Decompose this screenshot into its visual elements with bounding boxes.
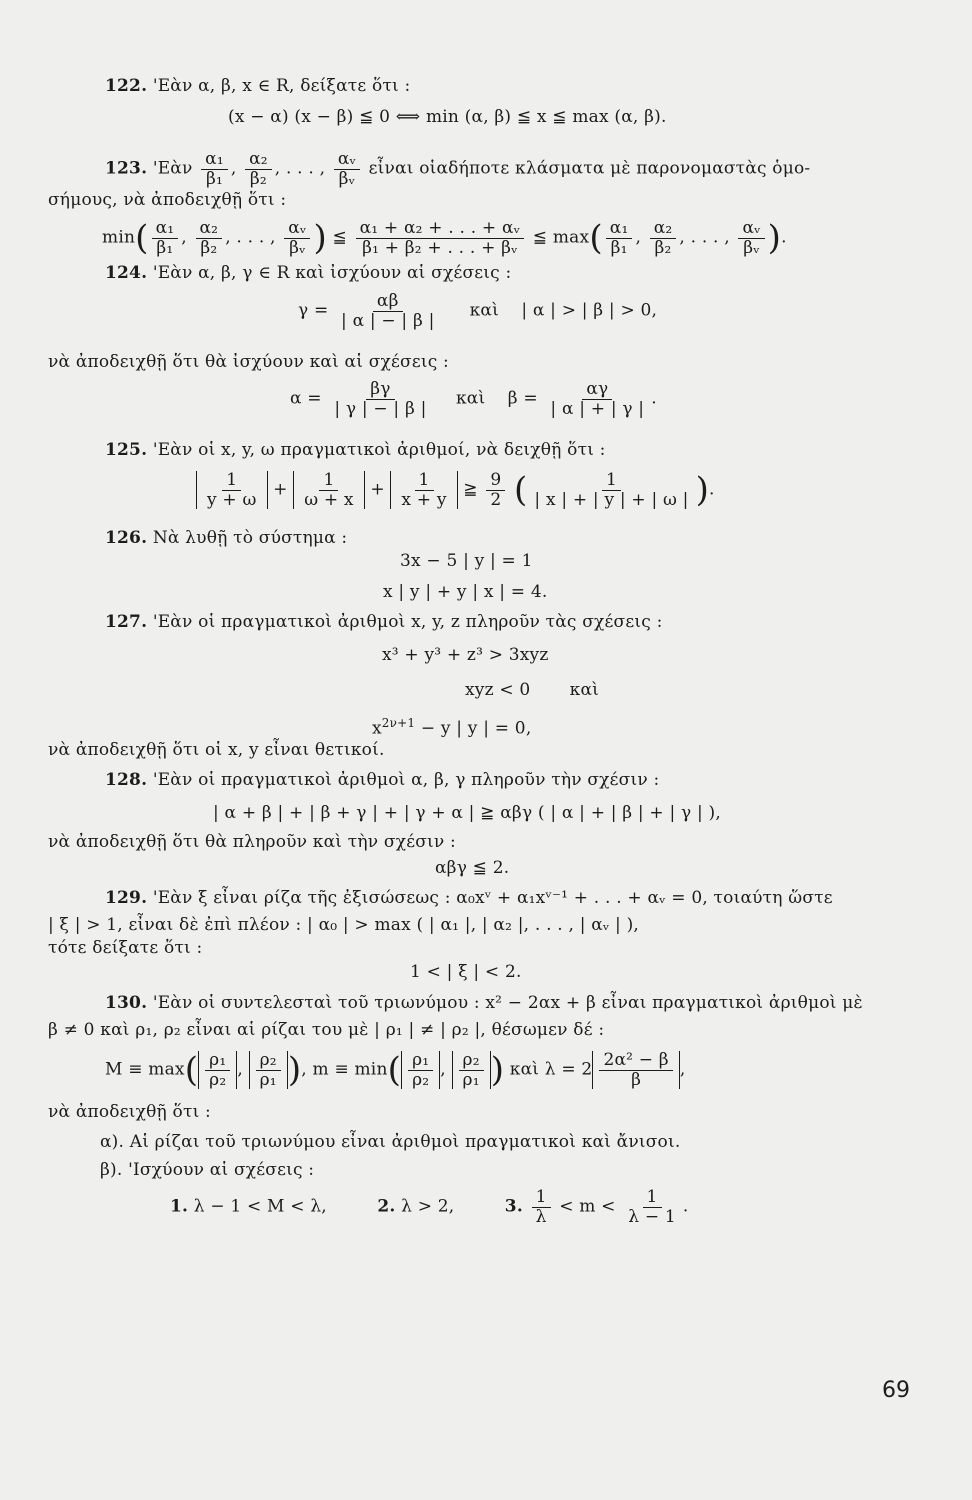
problem-number: 129. bbox=[105, 888, 148, 908]
prove-130: νὰ ἀποδειχθῇ ὅτι : bbox=[48, 1102, 211, 1122]
line-130b: β ≠ 0 καὶ ρ₁, ρ₂ εἶναι αἱ ρίζαι του μὲ | ρ₁ | ≠ | ρ₂ |, θέσωμεν δέ : bbox=[48, 1020, 605, 1040]
problem-number: 122. bbox=[105, 76, 148, 96]
item-130-b: β). 'Ισχύουν αἱ σχέσεις : bbox=[100, 1160, 315, 1180]
problem-122 bbox=[105, 76, 410, 96]
formula-124a: γ = $\frac{\alpha\beta}{| \alpha | - | \beta |}$ καὶ | α | > | β | > 0, bbox=[298, 291, 658, 331]
sum-fraction: $\frac{\text{α₁ + α₂ + . . . + αᵥ}}{\text{β₁ + β₂ + . . . + βᵥ}}$ bbox=[356, 219, 525, 257]
statement: 'Εὰν α, β, x ∈ R, δείξατε ὅτι : bbox=[152, 76, 411, 96]
line-129c: τότε δείξατε ὅτι : bbox=[48, 938, 203, 958]
eq-127-3: $x^{2\nu+1} - y$ | y | = 0, bbox=[372, 716, 532, 739]
fraction-a2-b2: $\frac{\text{α₂}}{\text{β₂}}$ bbox=[245, 150, 272, 188]
intro: 'Εὰν bbox=[152, 158, 193, 179]
problem-number: 123. bbox=[105, 158, 148, 179]
problem-number: 124. bbox=[105, 263, 148, 283]
problem-number: 127. bbox=[105, 612, 148, 632]
item-130-a: α). Αἱ ρίζαι τοῦ τριωνύμου εἶναι ἀριθμοὶ πραγματικοὶ καὶ ἄνισοι. bbox=[100, 1132, 681, 1152]
fraction-av-bv: $\frac{\text{αᵥ}}{\text{βᵥ}}$ bbox=[334, 150, 360, 188]
problem-number: 130. bbox=[105, 993, 148, 1013]
problem-123: 123. 'Εὰν $\frac{\text{α₁}}{\text{β₁}}$ , $\frac{\text{α₂}}{\text{β₂}}$ , . . . , $\frac{\text{αᵥ}}{\text{βᵥ}}$ εἶναι οἱαδήποτε κλάσματα μὲ παρονομαστὰς ὁμο- bbox=[105, 149, 811, 189]
fraction-a1-b1: $\frac{\text{α₁}}{\text{β₁}}$ bbox=[201, 150, 228, 188]
eq-128: | α + β | + | β + γ | + | γ + α | ≧ αβγ ( | α | + | β | + | γ | ), bbox=[213, 803, 721, 823]
problem-number: 128. bbox=[105, 770, 148, 790]
problem-127: 127. 'Εὰν οἱ πραγματικοὶ ἀριθμοὶ x, y, z πληροῦν τὰς σχέσεις : bbox=[105, 612, 663, 632]
problem-130: 130. 'Εὰν οἱ συντελεσταὶ τοῦ τριωνύμου : x² − 2αx + β εἶναι πραγματικοὶ ἀριθμοὶ μὲ bbox=[105, 993, 863, 1013]
problem-125: 125. 'Εὰν οἱ x, y, ω πραγματικοὶ ἀριθμοί, νὰ δειχθῇ ὅτι : bbox=[105, 440, 606, 460]
formula-130: M ≡ max( $\frac{\text{ρ₁}}{\text{ρ₂}}$ , $\frac{\text{ρ₂}}{\text{ρ₁}}$ ), m ≡ min( $\frac{\text{ρ₁}}{\text{ρ₂}}$ , $\frac{\text{ρ₂}}{\text{ρ₁}}$ ) καὶ λ = 2 $\frac{\text{2α² − β}}{\beta}$ , bbox=[105, 1049, 686, 1090]
problem-129: 129. 'Εὰν ξ εἶναι ρίζα τῆς ἐξισώσεως : α₀xᵛ + α₁xᵛ⁻¹ + . . . + αᵥ = 0, τοιαύτη ὥστε bbox=[105, 888, 833, 908]
result-129: 1 < | ξ | < 2. bbox=[410, 962, 522, 982]
eq-127-1: x³ + y³ + z³ > 3xyz bbox=[382, 645, 549, 665]
formula-123: min( $\frac{\text{α₁}}{\text{β₁}}$ , $\frac{\text{α₂}}{\text{β₂}}$ , . . . , $\frac{\text{αᵥ}}{\text{βᵥ}}$ ) ≦ $\frac{\text{α₁ + α₂ + . . . + αᵥ}}{\text{β₁ + β₂ + . . . + βᵥ}}$ ≦ max( $\frac{\text{α₁}}{\text{β₁}}$ , $\frac{\text{α₂}}{\text{β₂}}$ , . . . , $\frac{\text{αᵥ}}{\text{βᵥ}}$ ). bbox=[102, 217, 787, 258]
relations-130: 1. λ − 1 < M < λ, 2. λ > 2, 3. $\frac{1}{\lambda}$ < m < $\frac{1}{\lambda - 1}$ . bbox=[170, 1187, 689, 1227]
result-128: αβγ ≦ 2. bbox=[435, 858, 510, 878]
formula-122: (x − α) (x − β) ≦ 0 ⟺ min (α, β) ≦ x ≦ max (α, β). bbox=[228, 107, 667, 127]
prove-127: νὰ ἀποδειχθῇ ὅτι οἱ x, y εἶναι θετικοί. bbox=[48, 740, 385, 760]
prove-124: νὰ ἀποδειχθῇ ὅτι θὰ ἰσχύουν καὶ αἱ σχέσεις : bbox=[48, 352, 449, 372]
problem-124: 124. 'Εὰν α, β, γ ∈ R καὶ ἰσχύουν αἱ σχέσεις : bbox=[105, 263, 512, 283]
problem-128: 128. 'Εὰν οἱ πραγματικοὶ ἀριθμοὶ α, β, γ πληροῦν τὴν σχέσιν : bbox=[105, 770, 660, 790]
eq-127-2: xyz < 0 καὶ bbox=[465, 680, 600, 700]
problem-number: 126. bbox=[105, 528, 148, 548]
eq-126-1: 3x − 5 | y | = 1 bbox=[400, 551, 533, 571]
line-123b: σήμους, νὰ ἀποδειχθῇ ὅτι : bbox=[48, 190, 287, 210]
formula-125: $\frac{1}{y + \omega}$ + $\frac{1}{\omega + x}$ + $\frac{1}{x + y}$ ≧ $\frac{9}{2}$ ( $\frac{1}{| x | + | y | + | \omega |}$ ). bbox=[196, 470, 715, 510]
page-number: 69 bbox=[882, 1378, 910, 1403]
formula-124b: α = $\frac{\beta\gamma}{| \gamma | - | \beta |}$ καὶ β = $\frac{\alpha\gamma}{| \alpha | + | \gamma |}$ . bbox=[290, 379, 657, 419]
statement-rest: εἶναι οἱαδήποτε κλάσματα μὲ παρονομαστὰς ὁμο- bbox=[368, 158, 811, 179]
line-129b: | ξ | > 1, εἶναι δὲ ἐπὶ πλέον : | α₀ | > max ( | α₁ |, | α₂ |, . . . , | αᵥ | ), bbox=[48, 915, 640, 935]
problem-number: 125. bbox=[105, 440, 148, 460]
prove-128: νὰ ἀποδειχθῇ ὅτι θὰ πληροῦν καὶ τὴν σχέσιν : bbox=[48, 832, 456, 852]
problem-126: 126. Νὰ λυθῇ τὸ σύστημα : bbox=[105, 528, 348, 548]
eq-126-2: x | y | + y | x | = 4. bbox=[383, 582, 548, 602]
